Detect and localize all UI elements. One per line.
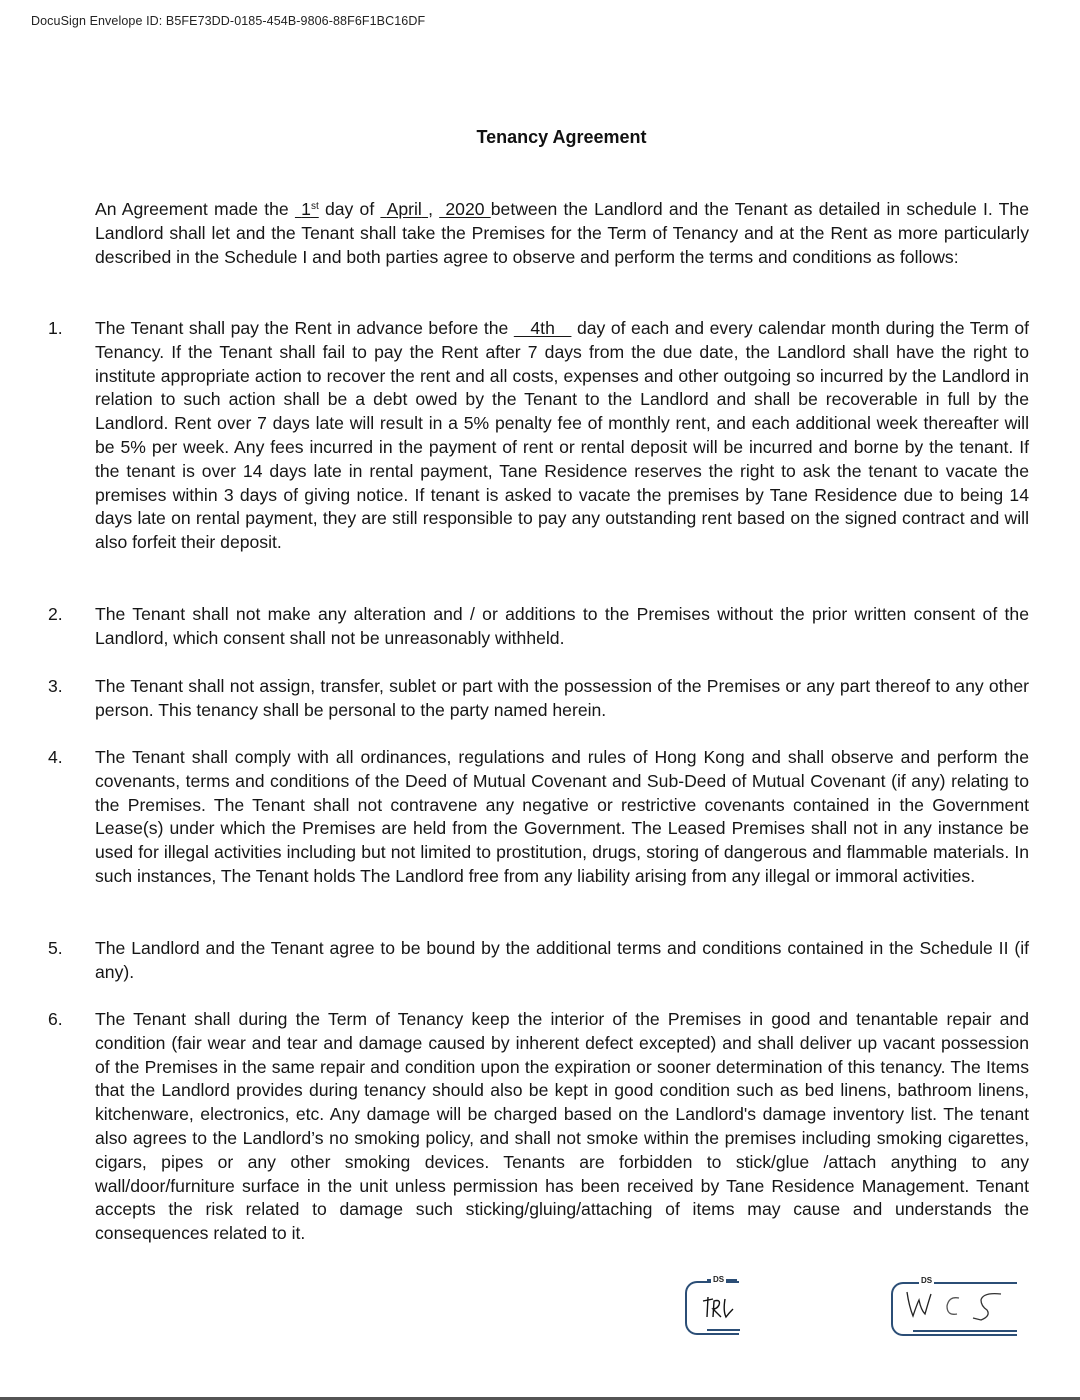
clause-text: The Tenant shall not assign, transfer, sublet or part with the possession of the Premises or any part thereof to any other person. This tenancy shall be personal to the party named herein. — [95, 676, 1029, 720]
clause-number: 1. — [48, 318, 63, 338]
agreement-day-value: 1 — [301, 199, 311, 219]
intro-text: , — [428, 199, 440, 219]
clause-number: 2. — [48, 604, 63, 624]
clause-text: The Tenant shall comply with all ordinances, regulations and rules of Hong Kong and shall observe and perform the covenants, terms and conditions of the Deed of Mutual Covenant and Sub-Deed of Mutual Covenant (if any) relating to the Premises. The Tenant shall not contravene any negative or restrictive covenants contained in the Government Lease(s) under which the Premises are held from the Government. The Leased Premises shall not in any instance be used for illegal activities including but not limited to prostitution, drugs, storing of dangerous and flammable materials. In such instances, The Tenant holds The Landlord free from any liability arising from any illegal or immoral activities. — [95, 747, 1029, 886]
clause-text: The Landlord and the Tenant agree to be bound by the additional terms and conditions contained in the Schedule II (if any). — [95, 938, 1029, 982]
initials-field-2[interactable] — [891, 1276, 1019, 1338]
clause-number: 4. — [48, 747, 63, 767]
clause-number: 6. — [48, 1009, 63, 1029]
frame-bottom-line — [707, 1329, 740, 1331]
intro-text: day of — [318, 199, 381, 219]
agreement-month-field — [380, 199, 428, 219]
clause-text-part: The Tenant shall pay the Rent in advance before the — [95, 318, 514, 338]
handwritten-initials-icon — [699, 1293, 739, 1323]
clause-text: The Tenant shall during the Term of Tenancy keep the interior of the Premises in good and tenantable repair and condition (fair wear and tear and damage caused by inherent defect excepted) and shall deliver up vacant possession of the Premises in the same repair and condition upon the expiration or sooner determination of this tenancy. The Items that the Landlord provides during tenancy should also be kept in good condition such as bed linens, bathroom linens, kitchenware, electronics, etc. Any damage will be charged based on the Landlord's damage inventory list. The tenant also agrees to the Landlord’s no smoking policy, and shall not smoke within the premises including smoking cigarettes, cigars, pipes or any other smoking devices. Tenants are forbidden to stick/glue /attach anything to any wall/door/furniture surface in the unit unless permission has been received by Tane Residence Management. Tenant accepts the risk related to damage such sticking/gluing/attaching of items may cause and understands the consequences related to it. — [95, 1009, 1029, 1244]
initials-field-1[interactable] — [685, 1275, 745, 1335]
agreement-day-suffix: st — [310, 201, 319, 212]
rent-due-day-field: 4th — [513, 318, 572, 338]
docusign-envelope-id: DocuSign Envelope ID: B5FE73DD-0185-454B-9806-88F6F1BC16DF — [31, 14, 426, 28]
handwritten-initials-icon — [901, 1286, 1011, 1326]
clause-text — [95, 317, 1029, 555]
agreement-year-field: 2020 — [439, 199, 491, 219]
agreement-day-field — [295, 199, 319, 219]
ds-label: DS — [713, 1275, 725, 1284]
clause-text-part: day of each and every calendar month during the Term of Tenancy. If the Tenant shall fail to pay the Rent after 7 days from the due date, the Landlord shall have the right to institute appropriate action to recover the rent and all costs, expenses and other outgoing so incurred by the Landlord in relation to such action shall be a debt owed by the Tenant to the Landlord and shall be recoverable in full by the Landlord. Rent over 7 days late will result in a 5% penalty fee of monthly rent, and each additional week thereafter will be 5% per week. Any fees incurred in the payment of rent or rental deposit will be incurred and borne by the tenant. If the tenant is over 14 days late in rental payment, Tane Residence reserves the right to ask the tenant to vacate the premises within 3 days of giving notice. If tenant is asked to vacate the premises by Tane Residence due to being 14 days late on rental payment, they are still responsible to pay any outstanding rent based on the signed contract and will also forfeit their deposit. — [95, 318, 1029, 553]
document-title: Tenancy Agreement — [476, 127, 647, 147]
intro-text: between the Landlord and the Tenant as detailed in schedule I. The Landlord shall let and the Tenant shall take the Premises for the Term of Tenancy and at the Rent as more particularly described in the Schedule I and both parties agree to observe and perform the terms and conditions as follows: — [95, 199, 1029, 267]
intro-paragraph — [95, 198, 1029, 269]
ds-label: DS — [921, 1276, 933, 1285]
clause-text: The Tenant shall not make any alteration and / or additions to the Premises without the prior written consent of the Landlord, which consent shall not be unreasonably withheld. — [95, 604, 1029, 648]
agreement-month-value: April — [386, 199, 422, 219]
intro-text: An Agreement made the — [95, 199, 295, 219]
clause-number: 5. — [48, 938, 63, 958]
clause-number: 3. — [48, 676, 63, 696]
frame-bottom-line — [913, 1330, 1017, 1332]
